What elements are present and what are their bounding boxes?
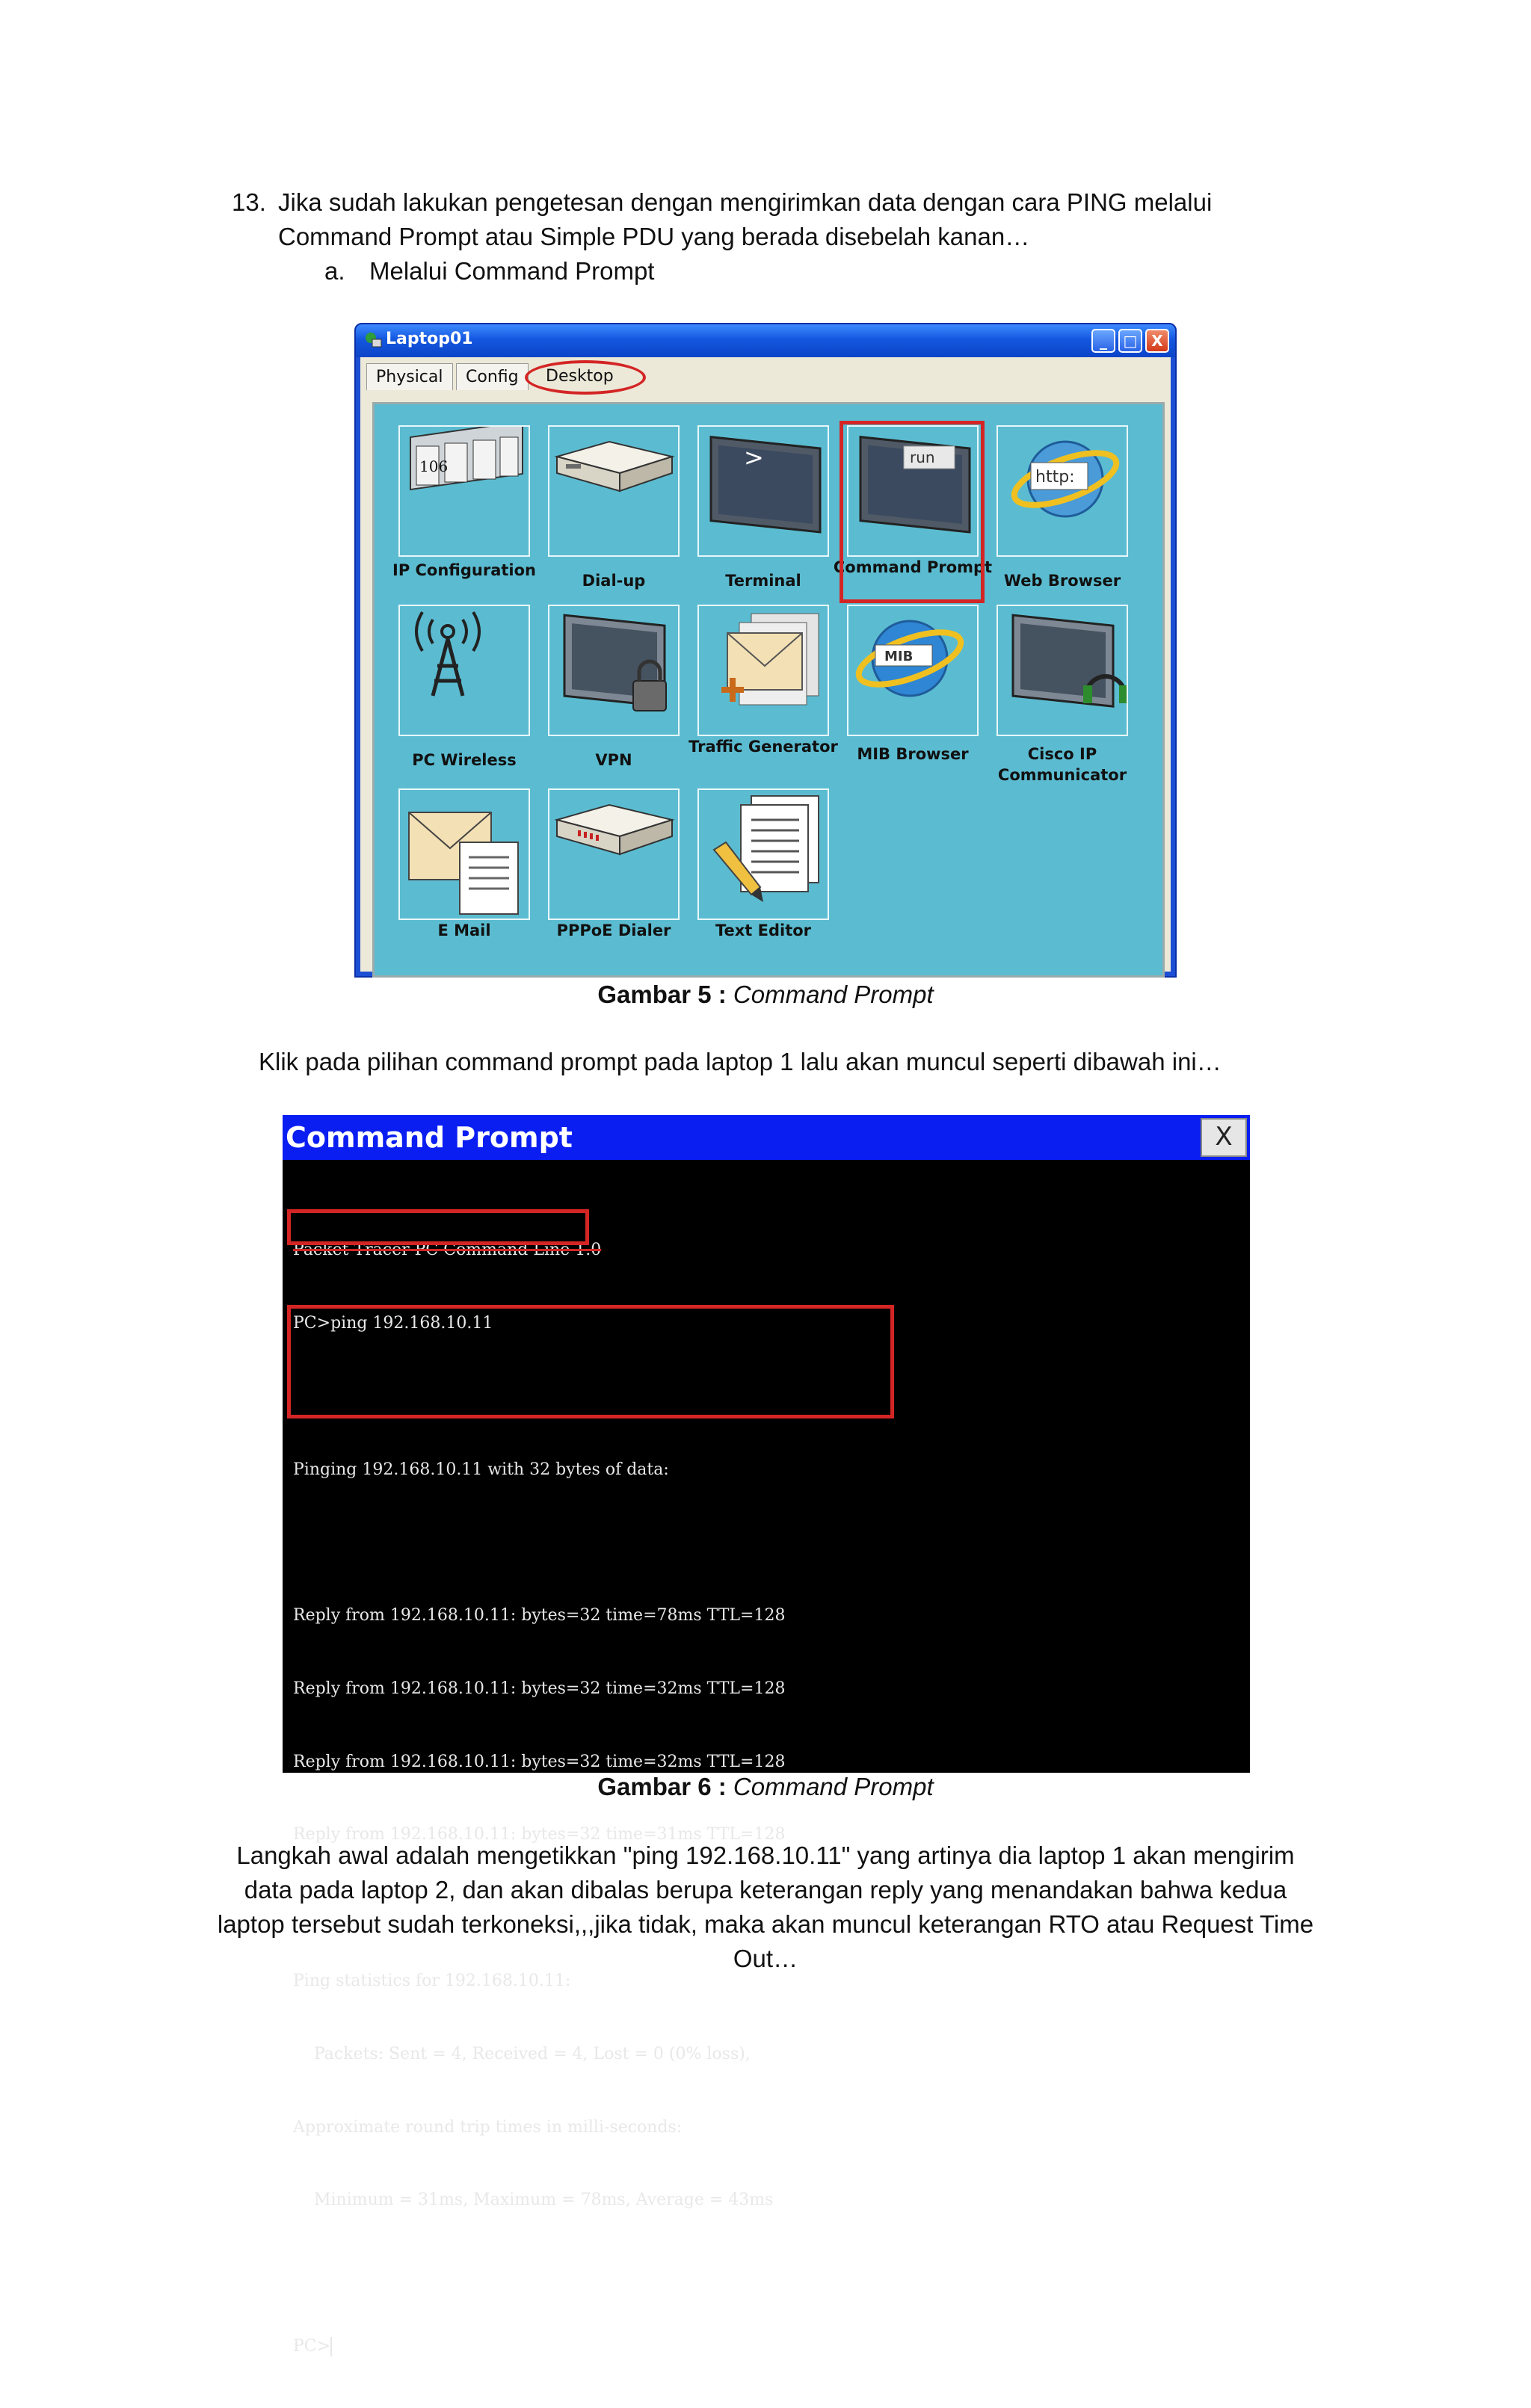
console-line (293, 2262, 785, 2286)
svg-text:http:: http: (1035, 468, 1075, 487)
step-text-line2: Command Prompt atau Simple PDU yang berada disebelah kanan… (278, 223, 1030, 250)
substep-text: Melalui Command Prompt (369, 257, 655, 285)
figure-6-title: Command Prompt (733, 1773, 934, 1800)
command-prompt-highlight (840, 421, 985, 603)
explanation-line: data pada laptop 2, dan akan dibalas berupa keterangan reply yang menandakan bahwa kedua (244, 1876, 1287, 1904)
email-tile (398, 788, 530, 920)
console-line: Ping statistics for 192.168.10.11: (293, 1972, 571, 1990)
app-label: Cisco IP Communicator (997, 745, 1127, 784)
email-icon (400, 790, 529, 919)
maximize-button[interactable]: □ (1118, 329, 1142, 353)
web-browser-tile (996, 425, 1128, 557)
svg-text:>: > (744, 443, 764, 472)
app-label: Text Editor (715, 921, 812, 939)
console-line: Reply from 192.168.10.11: bytes=32 time=31ms TTL=128 (293, 1825, 786, 1844)
laptop-window (354, 323, 1177, 978)
console-prompt: PC> (293, 2336, 331, 2356)
ping-command-highlight (287, 1209, 589, 1245)
vpn-tile (548, 605, 680, 736)
app-label: Command Prompt (833, 558, 993, 576)
laptop-window-body (360, 357, 1171, 972)
figure-5-caption (0, 978, 1531, 1012)
text-editor-tile (697, 788, 829, 920)
console-line: Pinging 192.168.10.11 with 32 bytes of data: (293, 1460, 669, 1479)
laptop-window-titlebar[interactable] (356, 324, 1175, 357)
svg-text:MIB: MIB (884, 649, 914, 664)
console-line: Reply from 192.168.10.11: bytes=32 time=32ms TTL=128 (293, 1752, 786, 1771)
pc-wireless-tile (398, 605, 530, 736)
instruction-text: Klik pada pilihan command prompt pada laptop 1 lalu akan muncul seperti dibawah ini… (259, 1048, 1222, 1075)
traffic-generator-tile (697, 605, 829, 736)
console-line: Packets: Sent = 4, Received = 4, Lost = 0 (0% loss), (293, 2044, 751, 2063)
vpn-lock-icon (549, 606, 678, 735)
command-prompt-title: Command Prompt (286, 1121, 573, 1154)
substep-marker: a. (324, 257, 345, 285)
app-label: Traffic Generator (689, 738, 838, 756)
step-number: 13. (232, 188, 266, 216)
svg-text:106: 106 (419, 457, 449, 475)
step-text-line1: Jika sudah lakukan pengetesan dengan mengirimkan data dengan cara PING melalui (278, 188, 1213, 216)
pppoe-dialer-icon (549, 790, 678, 919)
traffic-generator-icon (699, 606, 828, 735)
terminal-icon (699, 427, 828, 555)
app-label: IP Configuration (392, 561, 536, 579)
command-prompt-titlebar[interactable] (283, 1115, 1250, 1160)
app-label: MIB Browser (857, 745, 969, 763)
app-label: VPN (595, 751, 632, 769)
figure-6-label: Gambar 6 : (597, 1773, 727, 1800)
laptop-window-title: Laptop01 (386, 330, 473, 348)
wireless-antenna-icon (400, 606, 529, 735)
explanation-line: Out… (733, 1945, 798, 1972)
cisco-ip-communicator-tile (996, 605, 1128, 736)
packet-tracer-icon (363, 330, 383, 350)
console-line (293, 1531, 785, 1555)
text-cursor (330, 2337, 332, 2356)
app-label: PC Wireless (412, 751, 517, 769)
console-line: Approximate round trip times in milli-seconds: (293, 2117, 683, 2137)
tab-desktop[interactable]: Desktop (546, 367, 614, 386)
desktop-panel (372, 402, 1165, 978)
figure-5-label: Gambar 5 : (597, 981, 727, 1008)
reply-lines-highlight (287, 1305, 894, 1418)
mib-browser-tile (847, 605, 979, 736)
console-line: PC>ping 192.168.10.11 (293, 1313, 493, 1333)
dial-up-tile (548, 425, 680, 557)
figure-5-title: Command Prompt (733, 981, 934, 1008)
app-label: Web Browser (1003, 572, 1121, 590)
tab-config[interactable]: Config (456, 363, 529, 390)
console-line: Reply from 192.168.10.11: bytes=32 time=78ms TTL=128 (293, 1606, 786, 1626)
tab-physical[interactable]: Physical (366, 363, 453, 390)
console-prompt-line[interactable] (293, 2335, 785, 2359)
ip-config-tile (398, 425, 530, 557)
console-line: Minimum = 31ms, Maximum = 78ms, Average = 43ms (293, 2191, 774, 2210)
explanation-line: laptop tersebut sudah terkoneksi,,,jika tidak, maka akan muncul keterangan RTO atau Request Time (217, 1910, 1314, 1938)
modem-icon (549, 427, 678, 555)
web-browser-icon (998, 427, 1127, 555)
console-line: Packet Tracer PC Command Line 1.0 (293, 1241, 602, 1260)
figure-6-caption (0, 1770, 1531, 1804)
text-editor-icon (699, 790, 828, 919)
ip-communicator-icon (998, 606, 1127, 735)
explanation-paragraph (179, 1839, 1352, 1976)
desktop-tab-highlight (525, 360, 646, 395)
close-button[interactable]: X (1145, 329, 1169, 353)
explanation-line: Langkah awal adalah mengetikkan "ping 192.168.10.11" yang artinya dia laptop 1 akan mengirim (236, 1841, 1295, 1869)
svg-text:run: run (910, 448, 935, 466)
minimize-button[interactable]: _ (1091, 329, 1115, 353)
mib-browser-icon (848, 606, 977, 735)
app-label: Terminal (725, 572, 801, 590)
terminal-tile (697, 425, 829, 557)
ip-config-icon (400, 427, 529, 555)
console-line: Reply from 192.168.10.11: bytes=32 time=32ms TTL=128 (293, 1679, 786, 1698)
close-button[interactable]: X (1201, 1118, 1247, 1157)
pppoe-dialer-tile (548, 788, 680, 920)
app-label: Dial-up (582, 572, 646, 590)
app-label: E Mail (437, 921, 491, 939)
app-label: PPPoE Dialer (556, 921, 671, 939)
